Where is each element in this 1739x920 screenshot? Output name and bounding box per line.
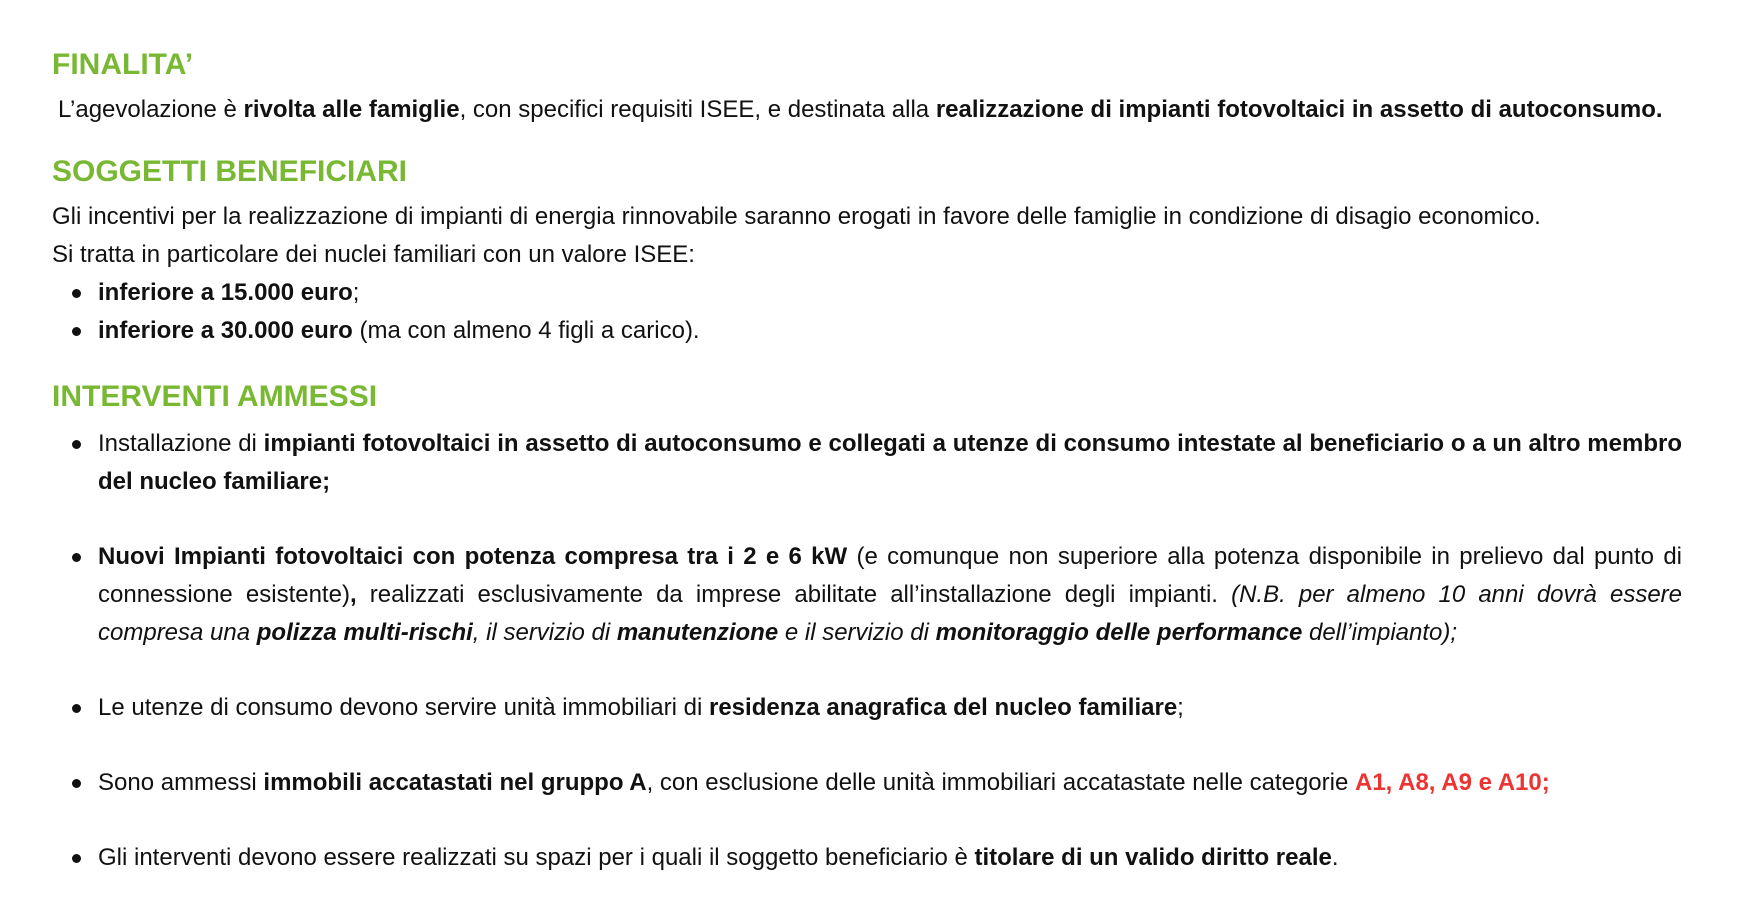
list-item-isee-15000 <box>52 274 1682 312</box>
list-item-installazione <box>52 425 1682 501</box>
categorie-escluse: A1, A8, A9 e A10; <box>1354 769 1550 796</box>
nb-manutenzione: manutenzione <box>616 619 779 646</box>
nuovi-impianti-text2: realizzati esclusivamente da imprese abilitate all’installazione degli impianti. <box>356 581 1232 608</box>
nuovi-impianti-text1: (e comunque non superiore alla potenza disponibile in prelievo dal punto di connessione esistente) <box>98 543 1683 608</box>
interventi-list <box>52 425 1682 877</box>
installazione-bold: impianti fotovoltaici in assetto di autoconsumo e collegati a utenze di consumo intestate al beneficiario o a un altro membro del nucleo familiare; <box>98 430 1682 495</box>
paragraph-soggetti-line1: Gli incentivi per la realizzazione di impianti di energia rinnovabile saranno erogati in favore delle famiglie in condizione di disagio economico. <box>52 203 1541 230</box>
diritto-post: . <box>1331 844 1339 871</box>
document-page <box>52 40 1682 914</box>
isee-15000-bold: inferiore a 15.000 euro <box>98 279 353 306</box>
immobili-bold: immobili accatastati nel gruppo A <box>263 769 647 796</box>
nuovi-impianti-bold: Nuovi Impianti fotovoltaici con potenza compresa tra i 2 e 6 kW <box>98 543 848 570</box>
heading-finalita: FINALITA’ <box>52 48 194 81</box>
list-item-utenze <box>52 689 1682 727</box>
nb-italic-1: (N.B. per almeno 10 anni dovrà essere compresa una <box>98 581 1683 646</box>
paragraph-finalita <box>52 91 1682 129</box>
immobili-pre: Sono ammessi <box>98 769 264 796</box>
finalita-middle: , con specifici requisiti ISEE, e destinata alla <box>459 96 936 123</box>
finalita-bold-impianti: realizzazione di impianti fotovoltaici in assetto di autoconsumo. <box>935 96 1663 123</box>
utenze-bold: residenza anagrafica del nucleo familiare <box>708 694 1178 721</box>
isee-30000-rest: (ma con almeno 4 figli a carico). <box>352 317 700 344</box>
list-item-nuovi-impianti <box>52 538 1682 652</box>
isee-15000-rest: ; <box>352 279 360 306</box>
utenze-pre: Le utenze di consumo devono servire unità immobiliari di <box>98 694 709 721</box>
finalita-bold-famiglie: rivolta alle famiglie <box>243 96 460 123</box>
nuovi-impianti-comma: , <box>349 581 357 608</box>
heading-interventi-ammessi: INTERVENTI AMMESSI <box>52 380 378 413</box>
diritto-pre: Gli interventi devono essere realizzati su spazi per i quali il soggetto beneficiario è <box>98 844 975 871</box>
nb-italic-3: e il servizio di <box>778 619 936 646</box>
nb-italic-4: dell’impianto); <box>1302 619 1458 646</box>
list-item-diritto-reale <box>52 839 1682 877</box>
installazione-pre: Installazione di <box>98 430 264 457</box>
diritto-bold: titolare di un valido diritto reale <box>974 844 1332 871</box>
finalita-intro: L’agevolazione è <box>58 96 244 123</box>
list-item-immobili <box>52 764 1682 802</box>
immobili-mid: , con esclusione delle unità immobiliari accatastate nelle categorie <box>646 769 1355 796</box>
isee-list <box>52 274 1682 350</box>
paragraph-soggetti-line2: Si tratta in particolare dei nuclei familiari con un valore ISEE: <box>52 241 695 268</box>
utenze-post: ; <box>1177 694 1184 721</box>
heading-soggetti-beneficiari: SOGGETTI BENEFICIARI <box>52 155 408 188</box>
nb-polizza: polizza multi-rischi <box>256 619 473 646</box>
nb-monitoraggio: monitoraggio delle performance <box>935 619 1303 646</box>
list-item-isee-30000 <box>52 312 1682 350</box>
nb-italic-2: , il servizio di <box>472 619 617 646</box>
isee-30000-bold: inferiore a 30.000 euro <box>98 317 353 344</box>
